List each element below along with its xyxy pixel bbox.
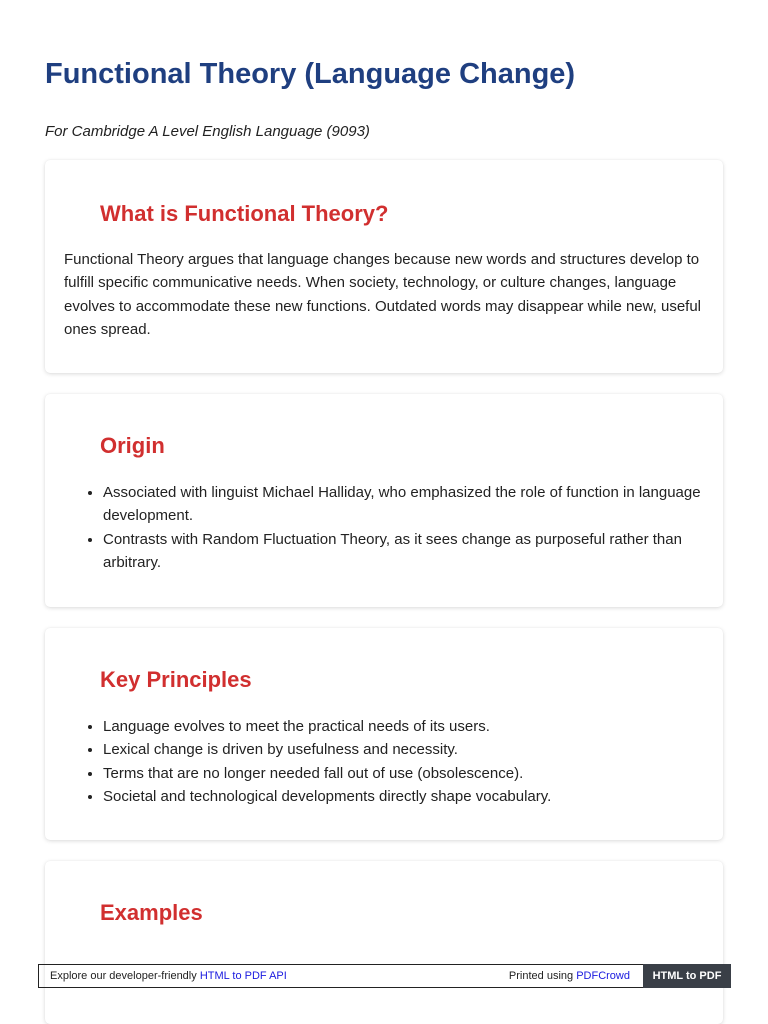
section-heading: Examples <box>100 900 203 925</box>
list-item: • Lexical change is driven by usefulness and necessity. <box>103 738 713 761</box>
bullet-list <box>103 481 713 574</box>
pdfcrowd-link[interactable]: PDFCrowd <box>576 970 630 982</box>
footer-printed <box>509 965 630 987</box>
bullet-list <box>103 715 713 808</box>
list-item: • Societal and technological developments directly shape vocabulary. <box>103 785 713 808</box>
page-title: Functional Theory (Language Change) <box>45 58 576 90</box>
list-item: • Language evolves to meet the practical needs of its users. <box>103 715 713 738</box>
list-item: • Terms that are no longer needed fall out of use (obsolescence). <box>103 762 713 785</box>
page-subtitle: For Cambridge A Level English Language (9093) <box>45 123 370 140</box>
section-card-examples <box>45 861 723 1024</box>
list-item: • Contrasts with Random Fluctuation Theory, as it sees change as purposeful rather than arbitrary. <box>103 528 713 575</box>
section-paragraph: Functional Theory argues that language changes because new words and structures develop to fulfill specific communicative needs. When society, technology, or culture changes, language evolves to accommodate these new functions. Outdated words may disappear while new, useful ones spread. <box>64 251 702 338</box>
footer-explore <box>50 965 287 987</box>
section-heading: Key Principles <box>100 667 252 692</box>
html-to-pdf-api-link[interactable]: HTML to PDF API <box>199 970 287 982</box>
section-card-origin <box>45 394 723 607</box>
html-to-pdf-button[interactable]: HTML to PDF <box>643 964 731 988</box>
section-card-key-principles <box>45 628 723 840</box>
footer-printed-text: Printed using <box>508 970 574 982</box>
footer-explore-text: Explore our developer-friendly <box>50 970 197 982</box>
pdf-footer-bar <box>38 964 731 988</box>
section-card-what-is <box>45 160 723 373</box>
list-item: • Associated with linguist Michael Halliday, who emphasized the role of function in language development. <box>103 481 713 528</box>
section-heading: What is Functional Theory? <box>100 201 389 226</box>
section-heading: Origin <box>100 433 165 458</box>
